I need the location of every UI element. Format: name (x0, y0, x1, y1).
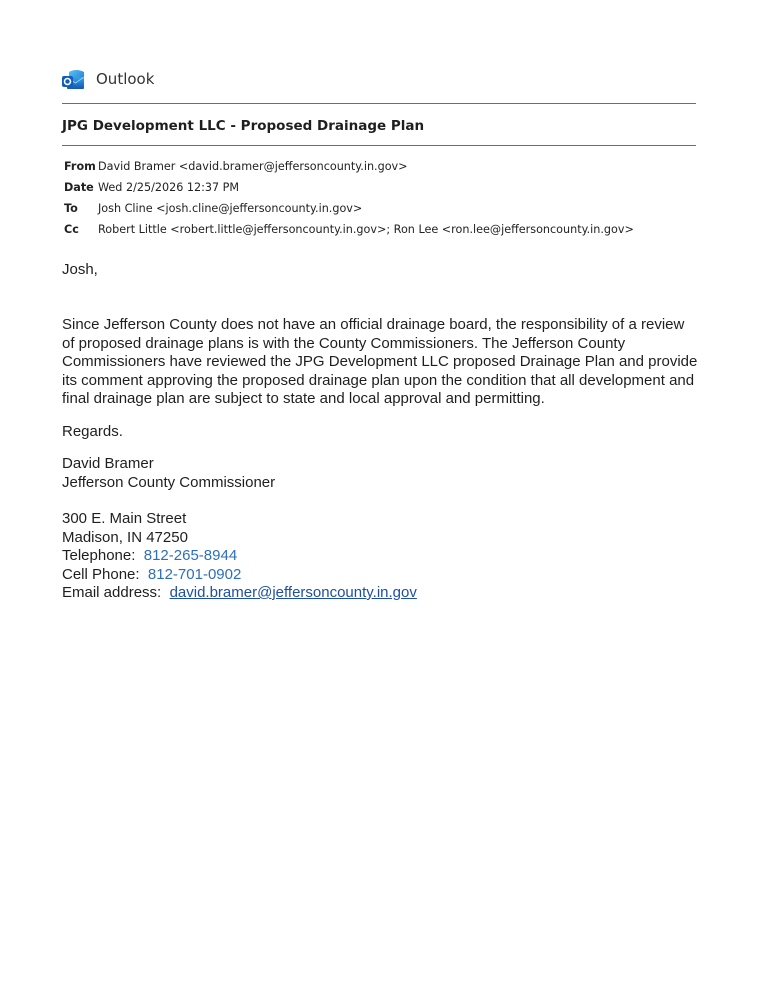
app-header (62, 66, 154, 92)
greeting: Josh, (62, 261, 98, 278)
email-row (62, 584, 417, 603)
cell-link[interactable]: 812-701-0902 (147, 565, 242, 583)
paragraph-line: final drainage plan are subject to state and local approval and permitting. (62, 390, 545, 407)
email-label: Email address: (62, 584, 162, 601)
paragraph-line: of proposed drainage plans is with the County Commissioners. The Jefferson County (62, 334, 626, 352)
telephone-link[interactable]: 812-265-8944 (143, 547, 238, 564)
signature-title: Jefferson County Commissioner (62, 473, 276, 491)
outlook-icon (62, 68, 86, 90)
cc-row (64, 219, 634, 240)
to-row (64, 198, 634, 219)
from-value[interactable]: David Bramer <david.bramer@jeffersoncounty.in.gov> (98, 160, 408, 173)
signature (62, 455, 275, 492)
contact-block (62, 510, 417, 603)
to-value[interactable]: Josh Cline <josh.cline@jeffersoncounty.in.gov> (98, 202, 363, 215)
cc-value[interactable]: Robert Little <robert.little@jeffersoncounty.in.gov>; Ron Lee <ron.lee@jeffersoncounty.in.gov> (98, 223, 634, 236)
email-subject: JPG Development LLC - Proposed Drainage Plan (62, 118, 425, 134)
date-value: Wed 2/25/2026 12:37 PM (98, 181, 240, 194)
email-body (62, 261, 712, 601)
cc-label: Cc (64, 223, 79, 236)
telephone-label: Telephone: (62, 547, 136, 564)
from-label: From (64, 160, 96, 173)
cell-row (62, 566, 417, 585)
address-line2: Madison, IN 47250 (62, 528, 188, 546)
body-paragraph (62, 316, 712, 409)
date-row (64, 177, 634, 198)
signature-name: David Bramer (62, 455, 154, 472)
date-label: Date (64, 181, 94, 194)
paragraph-line: Commissioners have reviewed the JPG Development LLC proposed Drainage Plan and provide (62, 353, 698, 370)
email-headers (64, 156, 634, 240)
header-divider-bottom (62, 145, 696, 146)
address-line1: 300 E. Main Street (62, 510, 187, 527)
closing: Regards. (62, 423, 123, 440)
to-label: To (64, 202, 78, 215)
cell-label: Cell Phone: (62, 565, 140, 583)
from-row (64, 156, 634, 177)
paragraph-line: its comment approving the proposed drainage plan upon the condition that all development and (62, 371, 695, 389)
app-name: Outlook (96, 70, 155, 88)
header-divider-top (62, 103, 696, 104)
paragraph-line: Since Jefferson County does not have an official drainage board, the responsibility of a review (62, 316, 685, 333)
telephone-row (62, 547, 417, 566)
email-link[interactable]: david.bramer@jeffersoncounty.in.gov (169, 584, 417, 601)
